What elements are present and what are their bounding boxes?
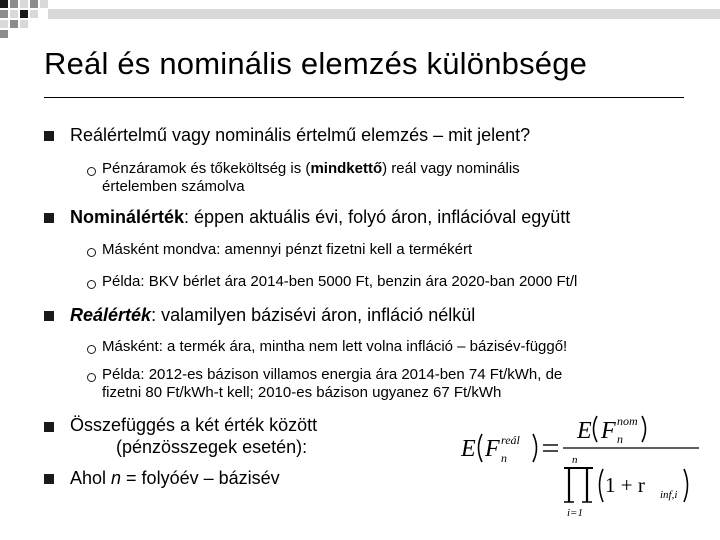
r-subscript: inf,i: [660, 489, 678, 501]
bullet-text: Reálértelmű vagy nominális értelmű elemzés – mit jelent?: [70, 125, 531, 145]
bullet-text: Ahol n = folyóév – bázisév: [70, 468, 280, 488]
circle-bullet-icon: [87, 248, 96, 257]
slide-title: Reál és nominális elemzés különbsége: [44, 46, 588, 81]
square-bullet-icon: [44, 474, 54, 484]
square-bullet-icon: [44, 311, 54, 321]
lhs-superscript: reál: [501, 433, 520, 447]
paren-right-icon: [533, 434, 537, 462]
product-icon: [564, 468, 593, 502]
product-lower-limit: i=1: [567, 507, 583, 519]
lhs-subscript: n: [501, 451, 507, 465]
square-bullet-icon: [44, 213, 54, 223]
lhs-F: F: [485, 436, 500, 462]
circle-bullet-icon: [87, 373, 96, 382]
bullet-text: Összefüggés a két érték között (pénzösszegek esetén):: [70, 415, 318, 457]
decorative-squares: [0, 0, 720, 40]
sub-bullet-text: Példa: 2012-es bázison villamos energia ára 2014-ben 74 Ft/kWh, de fizetni 80 Ft/kWh-t kell; 2010-es bázison ugyanez 67 Ft/kWh: [102, 366, 563, 401]
sub-bullet-text: Másként: a termék ára, mintha nem lett volna infláció – bázisév-függő!: [102, 338, 568, 355]
title-divider: [44, 97, 684, 98]
formula: [455, 405, 705, 525]
circle-bullet-icon: [87, 345, 96, 354]
num-expectation: E: [577, 418, 592, 444]
bullet-text: Nominálérték: éppen aktuális évi, folyó áron, inflációval együtt: [70, 207, 571, 227]
product-upper-limit: n: [572, 454, 578, 466]
square-bullet-icon: [44, 422, 54, 432]
paren-left-icon: [479, 434, 483, 462]
num-subscript: n: [617, 432, 623, 446]
bullet-text: Reálérték: valamilyen bázisévi áron, infláció nélkül: [70, 305, 476, 325]
sub-bullet-text: Másként mondva: amennyi pénzt fizetni kell a termékért: [102, 241, 473, 258]
num-F: F: [601, 418, 616, 444]
circle-bullet-icon: [87, 280, 96, 289]
num-superscript: nom: [617, 414, 638, 428]
sub-bullet-text: Pénzáramok és tőkeköltség is (mindkettő) reál vagy nominális értelemben számolva: [102, 160, 520, 195]
lhs-expectation: E: [461, 436, 476, 462]
circle-bullet-icon: [87, 167, 96, 176]
sub-bullet-text: Példa: BKV bérlet ára 2014-ben 5000 Ft, benzin ára 2020-ban 2000 Ft/l: [102, 273, 578, 290]
square-bullet-icon: [44, 131, 54, 141]
one-plus-r: 1 + r: [605, 473, 645, 497]
formula-graphic: [455, 405, 705, 525]
